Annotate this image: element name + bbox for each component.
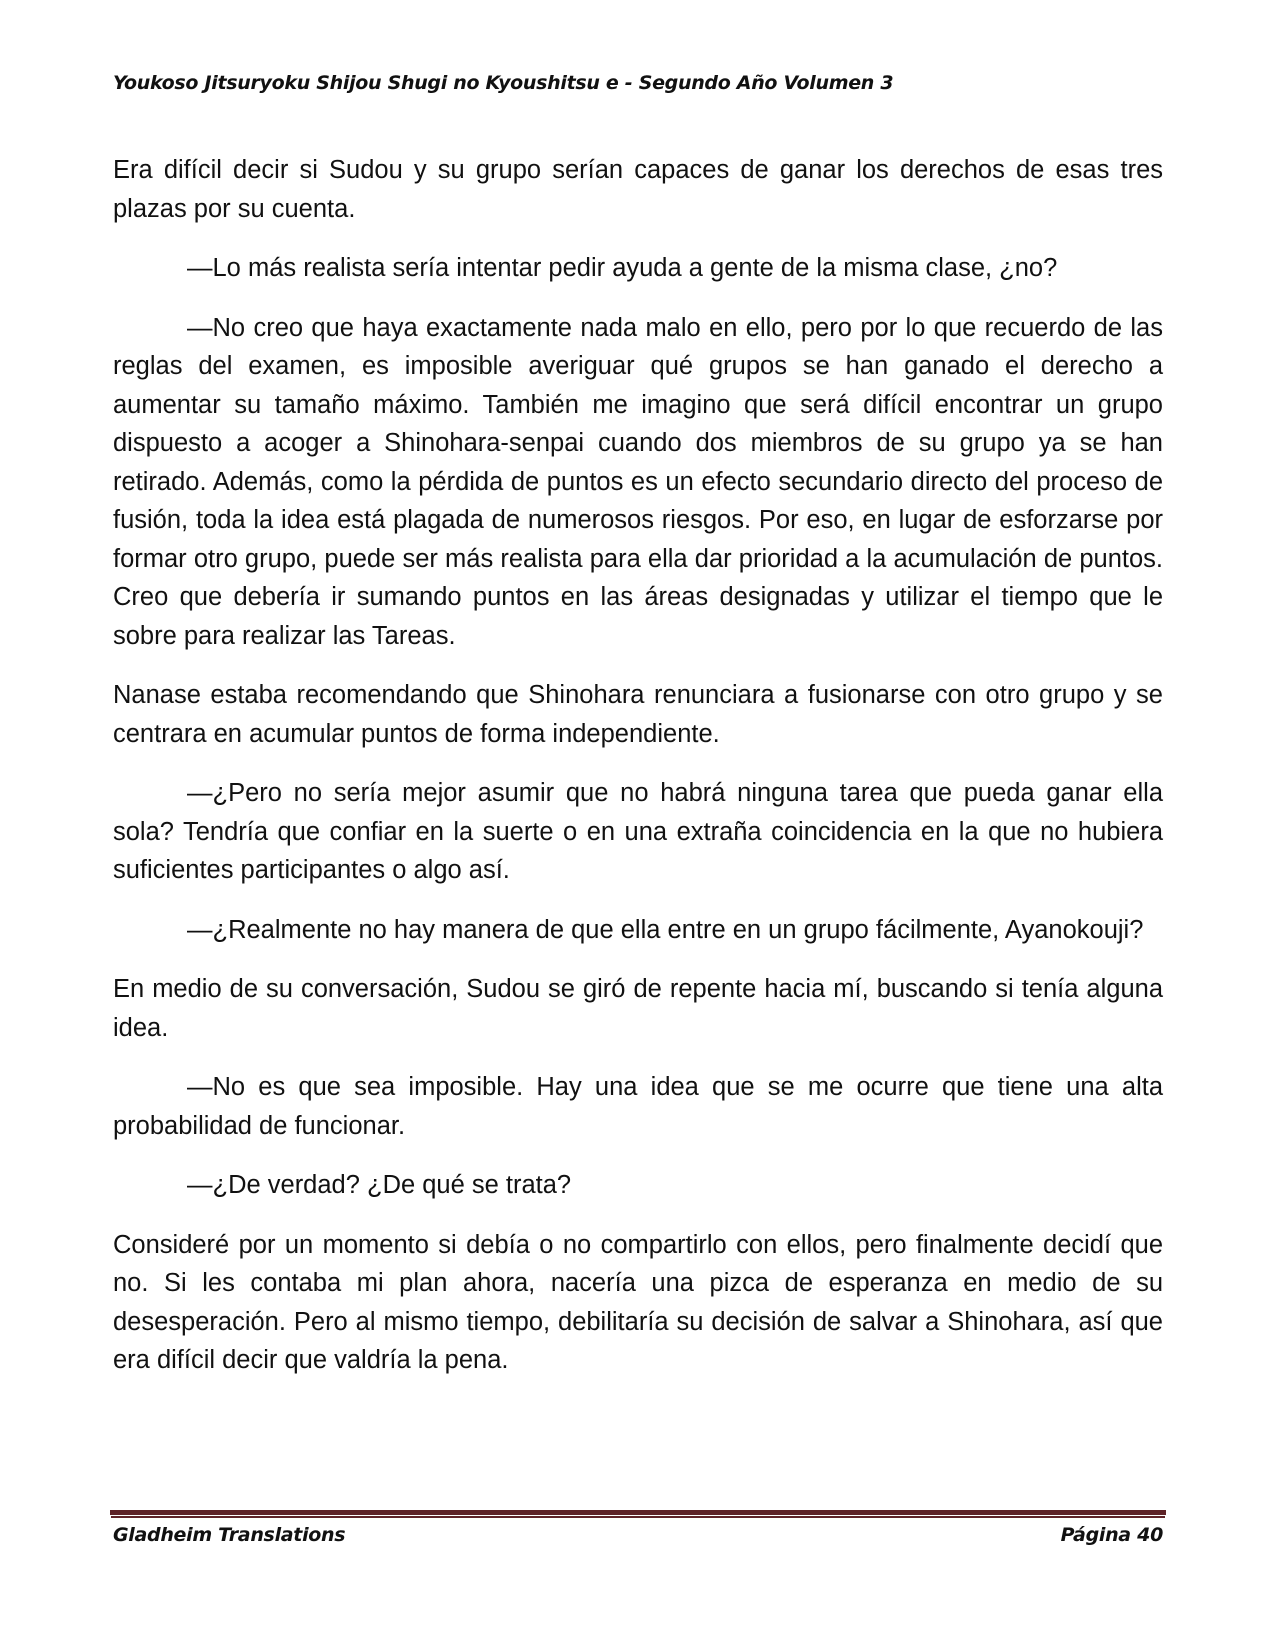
- page-number: Página 40: [1060, 1524, 1163, 1546]
- running-header: Youkoso Jitsuryoku Shijou Shugi no Kyoushitsu e - Segundo Año Volumen 3: [113, 72, 894, 94]
- footer-credit: Gladheim Translations: [113, 1524, 346, 1546]
- page-body: [113, 151, 1163, 1401]
- dialogue-paragraph: —¿Realmente no hay manera de que ella entre en un grupo fácilmente, Ayanokouji?: [187, 915, 1144, 944]
- paragraph: En medio de su conversación, Sudou se giró de repente hacia mí, buscando si tenía alguna idea.: [113, 975, 1163, 1042]
- dialogue-paragraph: —No es que sea imposible. Hay una idea que se me ocurre que tiene una alta probabilidad de funcionar.: [113, 1073, 1163, 1140]
- dialogue-paragraph: —¿Pero no sería mejor asumir que no habrá ninguna tarea que pueda ganar ella sola? Tendría que confiar en la suerte o en una extraña coincidencia en la que no hubiera suficientes participantes o algo así.: [113, 779, 1163, 884]
- paragraph: Nanase estaba recomendando que Shinohara renunciara a fusionarse con otro grupo y se centrara en acumular puntos de forma independiente.: [113, 681, 1163, 748]
- footer-divider: [110, 1510, 1166, 1516]
- paragraph: Era difícil decir si Sudou y su grupo serían capaces de ganar los derechos de esas tres plazas por su cuenta.: [113, 156, 1163, 223]
- dialogue-paragraph: —Lo más realista sería intentar pedir ayuda a gente de la misma clase, ¿no?: [187, 254, 1058, 282]
- dialogue-paragraph: —¿De verdad? ¿De qué se trata?: [187, 1171, 572, 1199]
- dialogue-paragraph: —No creo que haya exactamente nada malo en ello, pero por lo que recuerdo de las reglas del examen, es imposible averiguar qué grupos se han ganado el derecho a aumentar su tamaño máximo. También me imagino que será difícil encontrar un grupo dispuesto a acoger a Shinohara-senpai cuando dos miembros de su grupo ya se han retirado. Además, como la pérdida de puntos es un efecto secundario directo del proceso de fusión, toda la idea está plagada de numerosos riesgos. Por eso, en lugar de esforzarse por formar otro grupo, puede ser más realista para ella dar prioridad a la acumulación de puntos. Creo que debería ir sumando puntos en las áreas designadas y utilizar el tiempo que le sobre para realizar las Tareas.: [113, 313, 1163, 650]
- paragraph: Consideré por un momento si debía o no compartirlo con ellos, pero finalmente decidí que no. Si les contaba mi plan ahora, nacería una pizca de esperanza en medio de su desesperación. Pero al mismo tiempo, debilitaría su decisión de salvar a Shinohara, así que era difícil decir que valdría la pena.: [113, 1230, 1163, 1374]
